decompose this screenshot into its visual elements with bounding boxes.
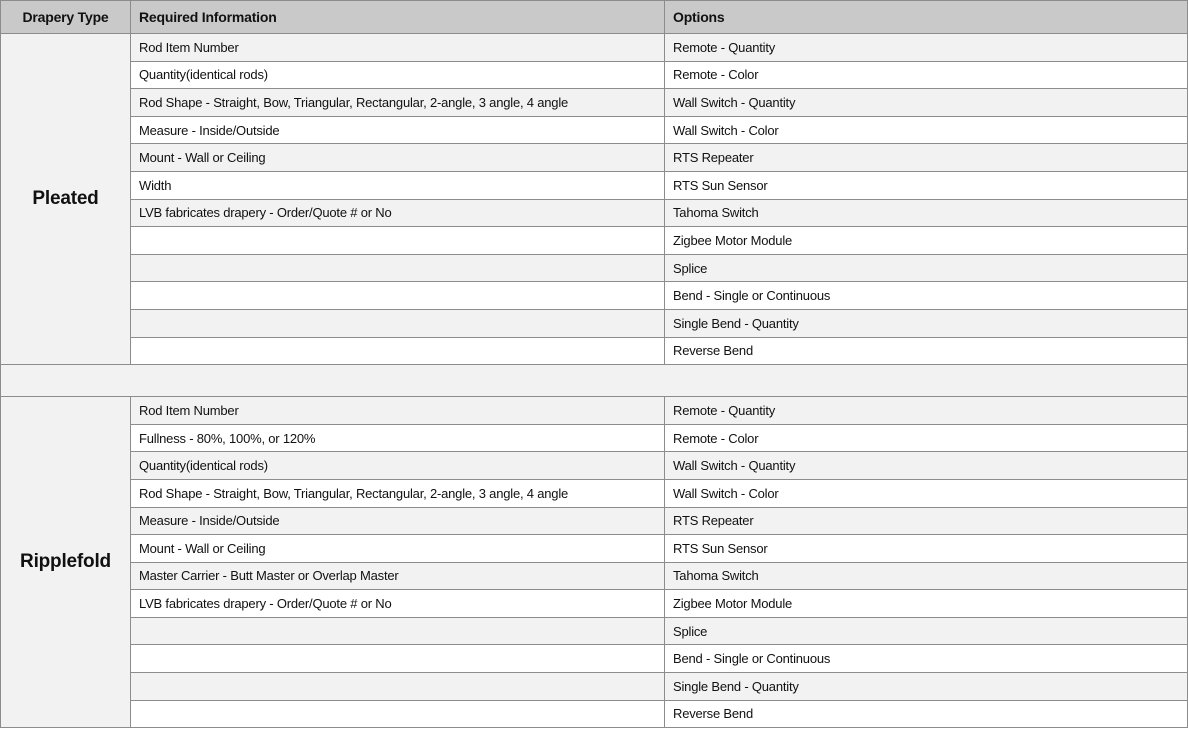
option-cell: Single Bend - Quantity xyxy=(665,673,1188,701)
option-cell: Splice xyxy=(665,617,1188,645)
required-information-cell xyxy=(131,337,665,365)
required-information-cell: Mount - Wall or Ceiling xyxy=(131,144,665,172)
required-information-cell: Mount - Wall or Ceiling xyxy=(131,535,665,563)
table-row xyxy=(1,617,1188,645)
table-row xyxy=(1,199,1188,227)
option-cell: Remote - Color xyxy=(665,61,1188,89)
option-cell: Tahoma Switch xyxy=(665,199,1188,227)
table-row xyxy=(1,144,1188,172)
table-row xyxy=(1,254,1188,282)
table-row xyxy=(1,590,1188,618)
option-cell: Wall Switch - Quantity xyxy=(665,89,1188,117)
required-information-cell xyxy=(131,309,665,337)
table-row xyxy=(1,337,1188,365)
table-row xyxy=(1,89,1188,117)
required-information-cell xyxy=(131,282,665,310)
drapery-type-cell: Ripplefold xyxy=(1,397,131,728)
table-row xyxy=(1,34,1188,62)
option-cell: Wall Switch - Color xyxy=(665,116,1188,144)
required-information-cell: Measure - Inside/Outside xyxy=(131,507,665,535)
option-cell: Remote - Quantity xyxy=(665,397,1188,425)
table-row xyxy=(1,452,1188,480)
table-row xyxy=(1,227,1188,255)
option-cell: Wall Switch - Color xyxy=(665,479,1188,507)
header-drapery-type: Drapery Type xyxy=(1,1,131,34)
option-cell: Splice xyxy=(665,254,1188,282)
option-cell: Reverse Bend xyxy=(665,337,1188,365)
option-cell: RTS Repeater xyxy=(665,144,1188,172)
required-information-cell: Master Carrier - Butt Master or Overlap Master xyxy=(131,562,665,590)
drapery-type-cell: Pleated xyxy=(1,34,131,365)
table-body xyxy=(1,34,1188,728)
table-row xyxy=(1,507,1188,535)
option-cell: Tahoma Switch xyxy=(665,562,1188,590)
table-row xyxy=(1,562,1188,590)
required-information-cell xyxy=(131,673,665,701)
table-row xyxy=(1,116,1188,144)
option-cell: Remote - Quantity xyxy=(665,34,1188,62)
group-separator-cell xyxy=(1,365,1188,397)
required-information-cell xyxy=(131,254,665,282)
header-options: Options xyxy=(665,1,1188,34)
table-row xyxy=(1,309,1188,337)
required-information-cell: Quantity(identical rods) xyxy=(131,452,665,480)
table-row xyxy=(1,282,1188,310)
table-row xyxy=(1,171,1188,199)
option-cell: RTS Sun Sensor xyxy=(665,535,1188,563)
required-information-cell: Fullness - 80%, 100%, or 120% xyxy=(131,424,665,452)
required-information-cell: Rod Shape - Straight, Bow, Triangular, Rectangular, 2-angle, 3 angle, 4 angle xyxy=(131,479,665,507)
header-row xyxy=(1,1,1188,34)
table-row xyxy=(1,397,1188,425)
required-information-cell: Rod Item Number xyxy=(131,397,665,425)
option-cell: RTS Sun Sensor xyxy=(665,171,1188,199)
group-separator-row xyxy=(1,365,1188,397)
required-information-cell: LVB fabricates drapery - Order/Quote # or No xyxy=(131,590,665,618)
table-row xyxy=(1,424,1188,452)
option-cell: Wall Switch - Quantity xyxy=(665,452,1188,480)
required-information-cell: Rod Item Number xyxy=(131,34,665,62)
table-row xyxy=(1,535,1188,563)
table-row xyxy=(1,700,1188,728)
required-information-cell: Measure - Inside/Outside xyxy=(131,116,665,144)
option-cell: Bend - Single or Continuous xyxy=(665,282,1188,310)
option-cell: Remote - Color xyxy=(665,424,1188,452)
header-required-information: Required Information xyxy=(131,1,665,34)
option-cell: Single Bend - Quantity xyxy=(665,309,1188,337)
required-information-cell: LVB fabricates drapery - Order/Quote # or No xyxy=(131,199,665,227)
option-cell: Reverse Bend xyxy=(665,700,1188,728)
required-information-cell xyxy=(131,617,665,645)
required-information-cell xyxy=(131,700,665,728)
option-cell: RTS Repeater xyxy=(665,507,1188,535)
required-information-cell: Quantity(identical rods) xyxy=(131,61,665,89)
option-cell: Zigbee Motor Module xyxy=(665,227,1188,255)
table-row xyxy=(1,479,1188,507)
table-row xyxy=(1,673,1188,701)
table-row xyxy=(1,61,1188,89)
table-row xyxy=(1,645,1188,673)
required-information-cell: Width xyxy=(131,171,665,199)
option-cell: Zigbee Motor Module xyxy=(665,590,1188,618)
required-information-cell xyxy=(131,645,665,673)
option-cell: Bend - Single or Continuous xyxy=(665,645,1188,673)
required-information-cell xyxy=(131,227,665,255)
required-information-cell: Rod Shape - Straight, Bow, Triangular, Rectangular, 2-angle, 3 angle, 4 angle xyxy=(131,89,665,117)
